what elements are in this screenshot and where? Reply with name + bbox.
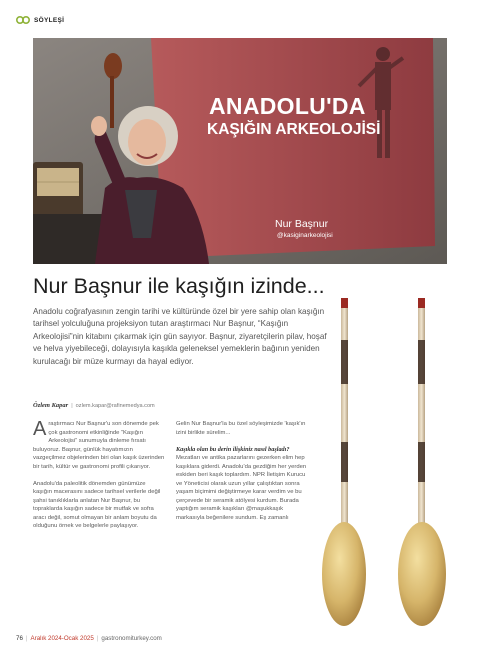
issue-date: Aralık 2024-Ocak 2025 [30, 635, 94, 642]
interview-answer: Mezatları ve antika pazarlarını gezerken elim hep kaşıklara giderdi. Anadolu'da gezdiğim her yerden eskiden beri kaşık toplardım. NPR İletişim Kurucu ve Yöneticisi olarak uzun yıllar çalıştıktan sonra yaşam biçimimi değiştirmeye karar verdim ve bu çerçevede bir seramik atölyesi kurdum. Burada yaptığım seramik kaşıkları @maşukkaşık markasıyla beğenilere sundum. Eş zamanlı [176, 455, 307, 521]
wooden-spoons-image [320, 292, 472, 628]
interview-question: Kaşıkla olan bu derin ilişkiniz nasıl başladı? [176, 445, 290, 453]
banner-title-line1: ANADOLU'DA [209, 93, 366, 119]
right-paragraph-1: Gelin Nur Başnur'la bu özel söyleşimizde 'kaşık'ın izini birlikte sürelim... [176, 421, 306, 436]
website-link[interactable]: gastronomiturkey.com [101, 635, 162, 642]
left-paragraph-1-text: raştırmacı Nur Başnur'u son dönemde pek çok gastronomi etkinliğinde “Kaşığın Arkeolojisi” sunumuyla dinleme fırsatı buluyoruz. Başnur, günlük hayatımızın vazgeçilmez objelerinden biri olan kaşık üzerinden bir tarih, kültür ve gastronomi profili çıkarıyor. [33, 421, 165, 470]
author-email[interactable]: ozlem.kapar@rafinemedya.com [75, 403, 155, 409]
byline: Özlem Kapar | ozlem.kapar@rafinemedya.com [33, 402, 155, 409]
left-column [33, 420, 165, 539]
section-label: SÖYLEŞİ [34, 16, 65, 24]
section-tag [16, 14, 64, 26]
banner-name: Nur Başnur [275, 218, 329, 230]
spoon-left [322, 298, 366, 626]
banner-title-line2: KAŞIĞIN ARKEOLOJİSİ [207, 121, 381, 139]
page-footer: 76 | Aralık 2024-Ocak 2025 | gastronomiturkey.com [16, 635, 162, 642]
page-number: 76 [16, 635, 23, 642]
left-paragraph-1 [33, 420, 165, 471]
magazine-logo-icon [16, 14, 30, 26]
drop-cap: A [33, 418, 47, 440]
author-name: Özlem Kapar [33, 402, 69, 409]
left-paragraph-2: Anadolu'da paleolitik dönemden günümüze kaşığın macerasını sadece tarihsel verilerle değil şahsi tanıklıklarla anlatan Nur Başnur, bu topraklarda kaşığın sadece bir mutfak ve sofra aracı değil, somut olmayan bir anlam boyutu da olduğunu örnek ve belgelerle paylaşıyor. [33, 480, 161, 529]
hero-photo-illustration [33, 38, 447, 264]
article-headline: Nur Başnur ile kaşığın izinde... [33, 274, 325, 298]
banner-title [209, 94, 380, 138]
banner-handle: @kasiginarkeolojisi [277, 232, 333, 239]
hero-photo [33, 38, 447, 264]
right-column [176, 420, 308, 531]
article-lead: Anadolu coğrafyasının zengin tarihi ve kültüründe özel bir yere sahip olan kaşığın tarihsel yolculuğuna projeksiyon tutan araştırmacı Nur Başnur, “Kaşığın Arkeolojisi”nin kitabını çıkarmak için gün sayıyor. Başnur, ziyaretçilerin pilav, hoşaf ve helva yiyebileceği, dolayısıyla kaşıkla geleneksel yemeklerin bağının yeniden kurulacağı bir müze kurmayı da hayal ediyor. [33, 307, 327, 366]
spoon-right [398, 298, 446, 626]
